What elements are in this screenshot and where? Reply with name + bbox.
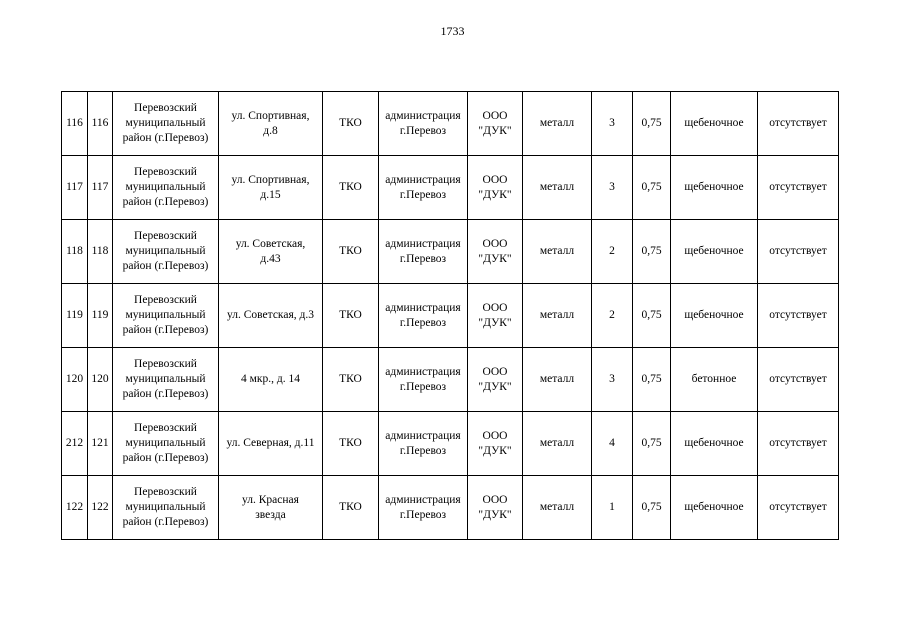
owner-cell xyxy=(379,92,468,156)
cell-line: администрация xyxy=(385,237,461,250)
cell-line: район (г.Перевоз) xyxy=(122,260,209,272)
row-index-cell: 118 xyxy=(88,220,113,284)
operator-cell xyxy=(468,156,523,220)
surface-cell: щебеночное xyxy=(671,92,758,156)
row-index-cell: 122 xyxy=(88,476,113,540)
fence-cell: отсутствует xyxy=(758,476,839,540)
fence-cell: отсутствует xyxy=(758,412,839,476)
cell-line: "ДУК" xyxy=(478,188,512,201)
operator-cell xyxy=(468,284,523,348)
container-count-cell: 4 xyxy=(592,412,633,476)
surface-cell: щебеночное xyxy=(671,156,758,220)
cell-line: ул. Спортивная, xyxy=(231,173,310,186)
owner-cell xyxy=(379,156,468,220)
owner-cell xyxy=(379,412,468,476)
surface-cell: щебеночное xyxy=(671,476,758,540)
cell-line: г.Перевоз xyxy=(399,188,447,201)
municipality-cell xyxy=(113,476,219,540)
cell-line: "ДУК" xyxy=(478,316,512,329)
surface-cell: щебеночное xyxy=(671,412,758,476)
row-index-cell: 117 xyxy=(88,156,113,220)
cell-line: муниципальный xyxy=(125,181,206,193)
material-cell: металл xyxy=(523,92,592,156)
registry-table xyxy=(61,91,839,540)
waste-type-cell: ТКО xyxy=(323,284,379,348)
row-index-cell: 119 xyxy=(88,284,113,348)
operator-cell xyxy=(468,92,523,156)
cell-line: ул. Красная xyxy=(242,493,299,506)
cell-line: д.15 xyxy=(260,188,281,201)
cell-line: район (г.Перевоз) xyxy=(122,132,209,144)
cell-line: ООО xyxy=(482,173,508,186)
cell-line: ООО xyxy=(482,429,508,442)
cell-line: Перевозский xyxy=(134,294,197,306)
cell-line: ООО xyxy=(482,237,508,250)
volume-cell: 0,75 xyxy=(633,476,671,540)
fence-cell: отсутствует xyxy=(758,220,839,284)
cell-line: район (г.Перевоз) xyxy=(122,388,209,400)
material-cell: металл xyxy=(523,284,592,348)
cell-line: Перевозский xyxy=(134,486,197,498)
cell-line: район (г.Перевоз) xyxy=(122,324,209,336)
container-count-cell: 2 xyxy=(592,220,633,284)
surface-cell: щебеночное xyxy=(671,220,758,284)
municipality-cell xyxy=(113,92,219,156)
table-row xyxy=(62,220,839,284)
cell-line: ул. Спортивная, xyxy=(231,109,310,122)
municipality-cell xyxy=(113,412,219,476)
cell-line: ООО xyxy=(482,109,508,122)
fence-cell: отсутствует xyxy=(758,284,839,348)
cell-line: муниципальный xyxy=(125,309,206,321)
address-cell xyxy=(219,92,323,156)
cell-line: Перевозский xyxy=(134,166,197,178)
waste-type-cell: ТКО xyxy=(323,412,379,476)
table-row xyxy=(62,156,839,220)
volume-cell: 0,75 xyxy=(633,156,671,220)
cell-line: "ДУК" xyxy=(478,508,512,521)
container-count-cell: 2 xyxy=(592,284,633,348)
page-number: 1733 xyxy=(440,24,465,38)
address-cell xyxy=(219,412,323,476)
material-cell: металл xyxy=(523,156,592,220)
operator-cell xyxy=(468,220,523,284)
row-number-cell: 118 xyxy=(62,220,88,284)
municipality-cell xyxy=(113,348,219,412)
cell-line: администрация xyxy=(385,173,461,186)
table-row xyxy=(62,412,839,476)
operator-cell xyxy=(468,348,523,412)
cell-line: "ДУК" xyxy=(478,252,512,265)
volume-cell: 0,75 xyxy=(633,220,671,284)
volume-cell: 0,75 xyxy=(633,92,671,156)
cell-line: г.Перевоз xyxy=(399,252,447,265)
cell-line: администрация xyxy=(385,301,461,314)
cell-line: "ДУК" xyxy=(478,444,512,457)
table-row xyxy=(62,348,839,412)
cell-line: г.Перевоз xyxy=(399,508,447,521)
cell-line: г.Перевоз xyxy=(399,316,447,329)
cell-line: 4 мкр., д. 14 xyxy=(241,373,300,385)
table-row xyxy=(62,92,839,156)
cell-line: район (г.Перевоз) xyxy=(122,516,209,528)
material-cell: металл xyxy=(523,476,592,540)
row-number-cell: 212 xyxy=(62,412,88,476)
row-number-cell: 116 xyxy=(62,92,88,156)
cell-line: Перевозский xyxy=(134,422,197,434)
address-cell xyxy=(219,220,323,284)
material-cell: металл xyxy=(523,412,592,476)
container-count-cell: 3 xyxy=(592,348,633,412)
municipality-cell xyxy=(113,220,219,284)
cell-line: район (г.Перевоз) xyxy=(122,196,209,208)
cell-line: муниципальный xyxy=(125,501,206,513)
material-cell: металл xyxy=(523,348,592,412)
address-cell xyxy=(219,284,323,348)
row-number-cell: 119 xyxy=(62,284,88,348)
waste-type-cell: ТКО xyxy=(323,220,379,284)
surface-cell: бетонное xyxy=(671,348,758,412)
cell-line: г.Перевоз xyxy=(399,380,447,393)
cell-line: ООО xyxy=(482,493,508,506)
cell-line: муниципальный xyxy=(125,373,206,385)
cell-line: г.Перевоз xyxy=(399,124,447,137)
row-number-cell: 120 xyxy=(62,348,88,412)
operator-cell xyxy=(468,476,523,540)
cell-line: ул. Северная, д.11 xyxy=(226,437,315,449)
table-row xyxy=(62,284,839,348)
row-index-cell: 116 xyxy=(88,92,113,156)
address-cell xyxy=(219,348,323,412)
cell-line: муниципальный xyxy=(125,117,206,129)
cell-line: "ДУК" xyxy=(478,380,512,393)
cell-line: администрация xyxy=(385,365,461,378)
cell-line: г.Перевоз xyxy=(399,444,447,457)
volume-cell: 0,75 xyxy=(633,348,671,412)
waste-type-cell: ТКО xyxy=(323,476,379,540)
cell-line: Перевозский xyxy=(134,230,197,242)
municipality-cell xyxy=(113,284,219,348)
fence-cell: отсутствует xyxy=(758,92,839,156)
cell-line: ул. Советская, д.3 xyxy=(227,309,314,321)
cell-line: муниципальный xyxy=(125,245,206,257)
owner-cell xyxy=(379,348,468,412)
table-body xyxy=(62,92,839,540)
fence-cell: отсутствует xyxy=(758,156,839,220)
container-count-cell: 3 xyxy=(592,156,633,220)
volume-cell: 0,75 xyxy=(633,412,671,476)
cell-line: Перевозский xyxy=(134,358,197,370)
volume-cell: 0,75 xyxy=(633,284,671,348)
waste-type-cell: ТКО xyxy=(323,156,379,220)
cell-line: Перевозский xyxy=(134,102,197,114)
container-count-cell: 1 xyxy=(592,476,633,540)
owner-cell xyxy=(379,284,468,348)
cell-line: "ДУК" xyxy=(478,124,512,137)
fence-cell: отсутствует xyxy=(758,348,839,412)
surface-cell: щебеночное xyxy=(671,284,758,348)
cell-line: администрация xyxy=(385,493,461,506)
cell-line: д.43 xyxy=(260,252,281,265)
cell-line: ООО xyxy=(482,301,508,314)
municipality-cell xyxy=(113,156,219,220)
table-row xyxy=(62,476,839,540)
cell-line: д.8 xyxy=(263,124,278,137)
row-number-cell: 122 xyxy=(62,476,88,540)
waste-type-cell: ТКО xyxy=(323,92,379,156)
row-index-cell: 121 xyxy=(88,412,113,476)
operator-cell xyxy=(468,412,523,476)
row-index-cell: 120 xyxy=(88,348,113,412)
cell-line: муниципальный xyxy=(125,437,206,449)
cell-line: ул. Советская, xyxy=(235,237,306,250)
container-count-cell: 3 xyxy=(592,92,633,156)
address-cell xyxy=(219,476,323,540)
cell-line: администрация xyxy=(385,109,461,122)
cell-line: ООО xyxy=(482,365,508,378)
owner-cell xyxy=(379,476,468,540)
row-number-cell: 117 xyxy=(62,156,88,220)
address-cell xyxy=(219,156,323,220)
cell-line: администрация xyxy=(385,429,461,442)
material-cell: металл xyxy=(523,220,592,284)
cell-line: звезда xyxy=(255,508,286,521)
waste-type-cell: ТКО xyxy=(323,348,379,412)
owner-cell xyxy=(379,220,468,284)
cell-line: район (г.Перевоз) xyxy=(122,452,209,464)
